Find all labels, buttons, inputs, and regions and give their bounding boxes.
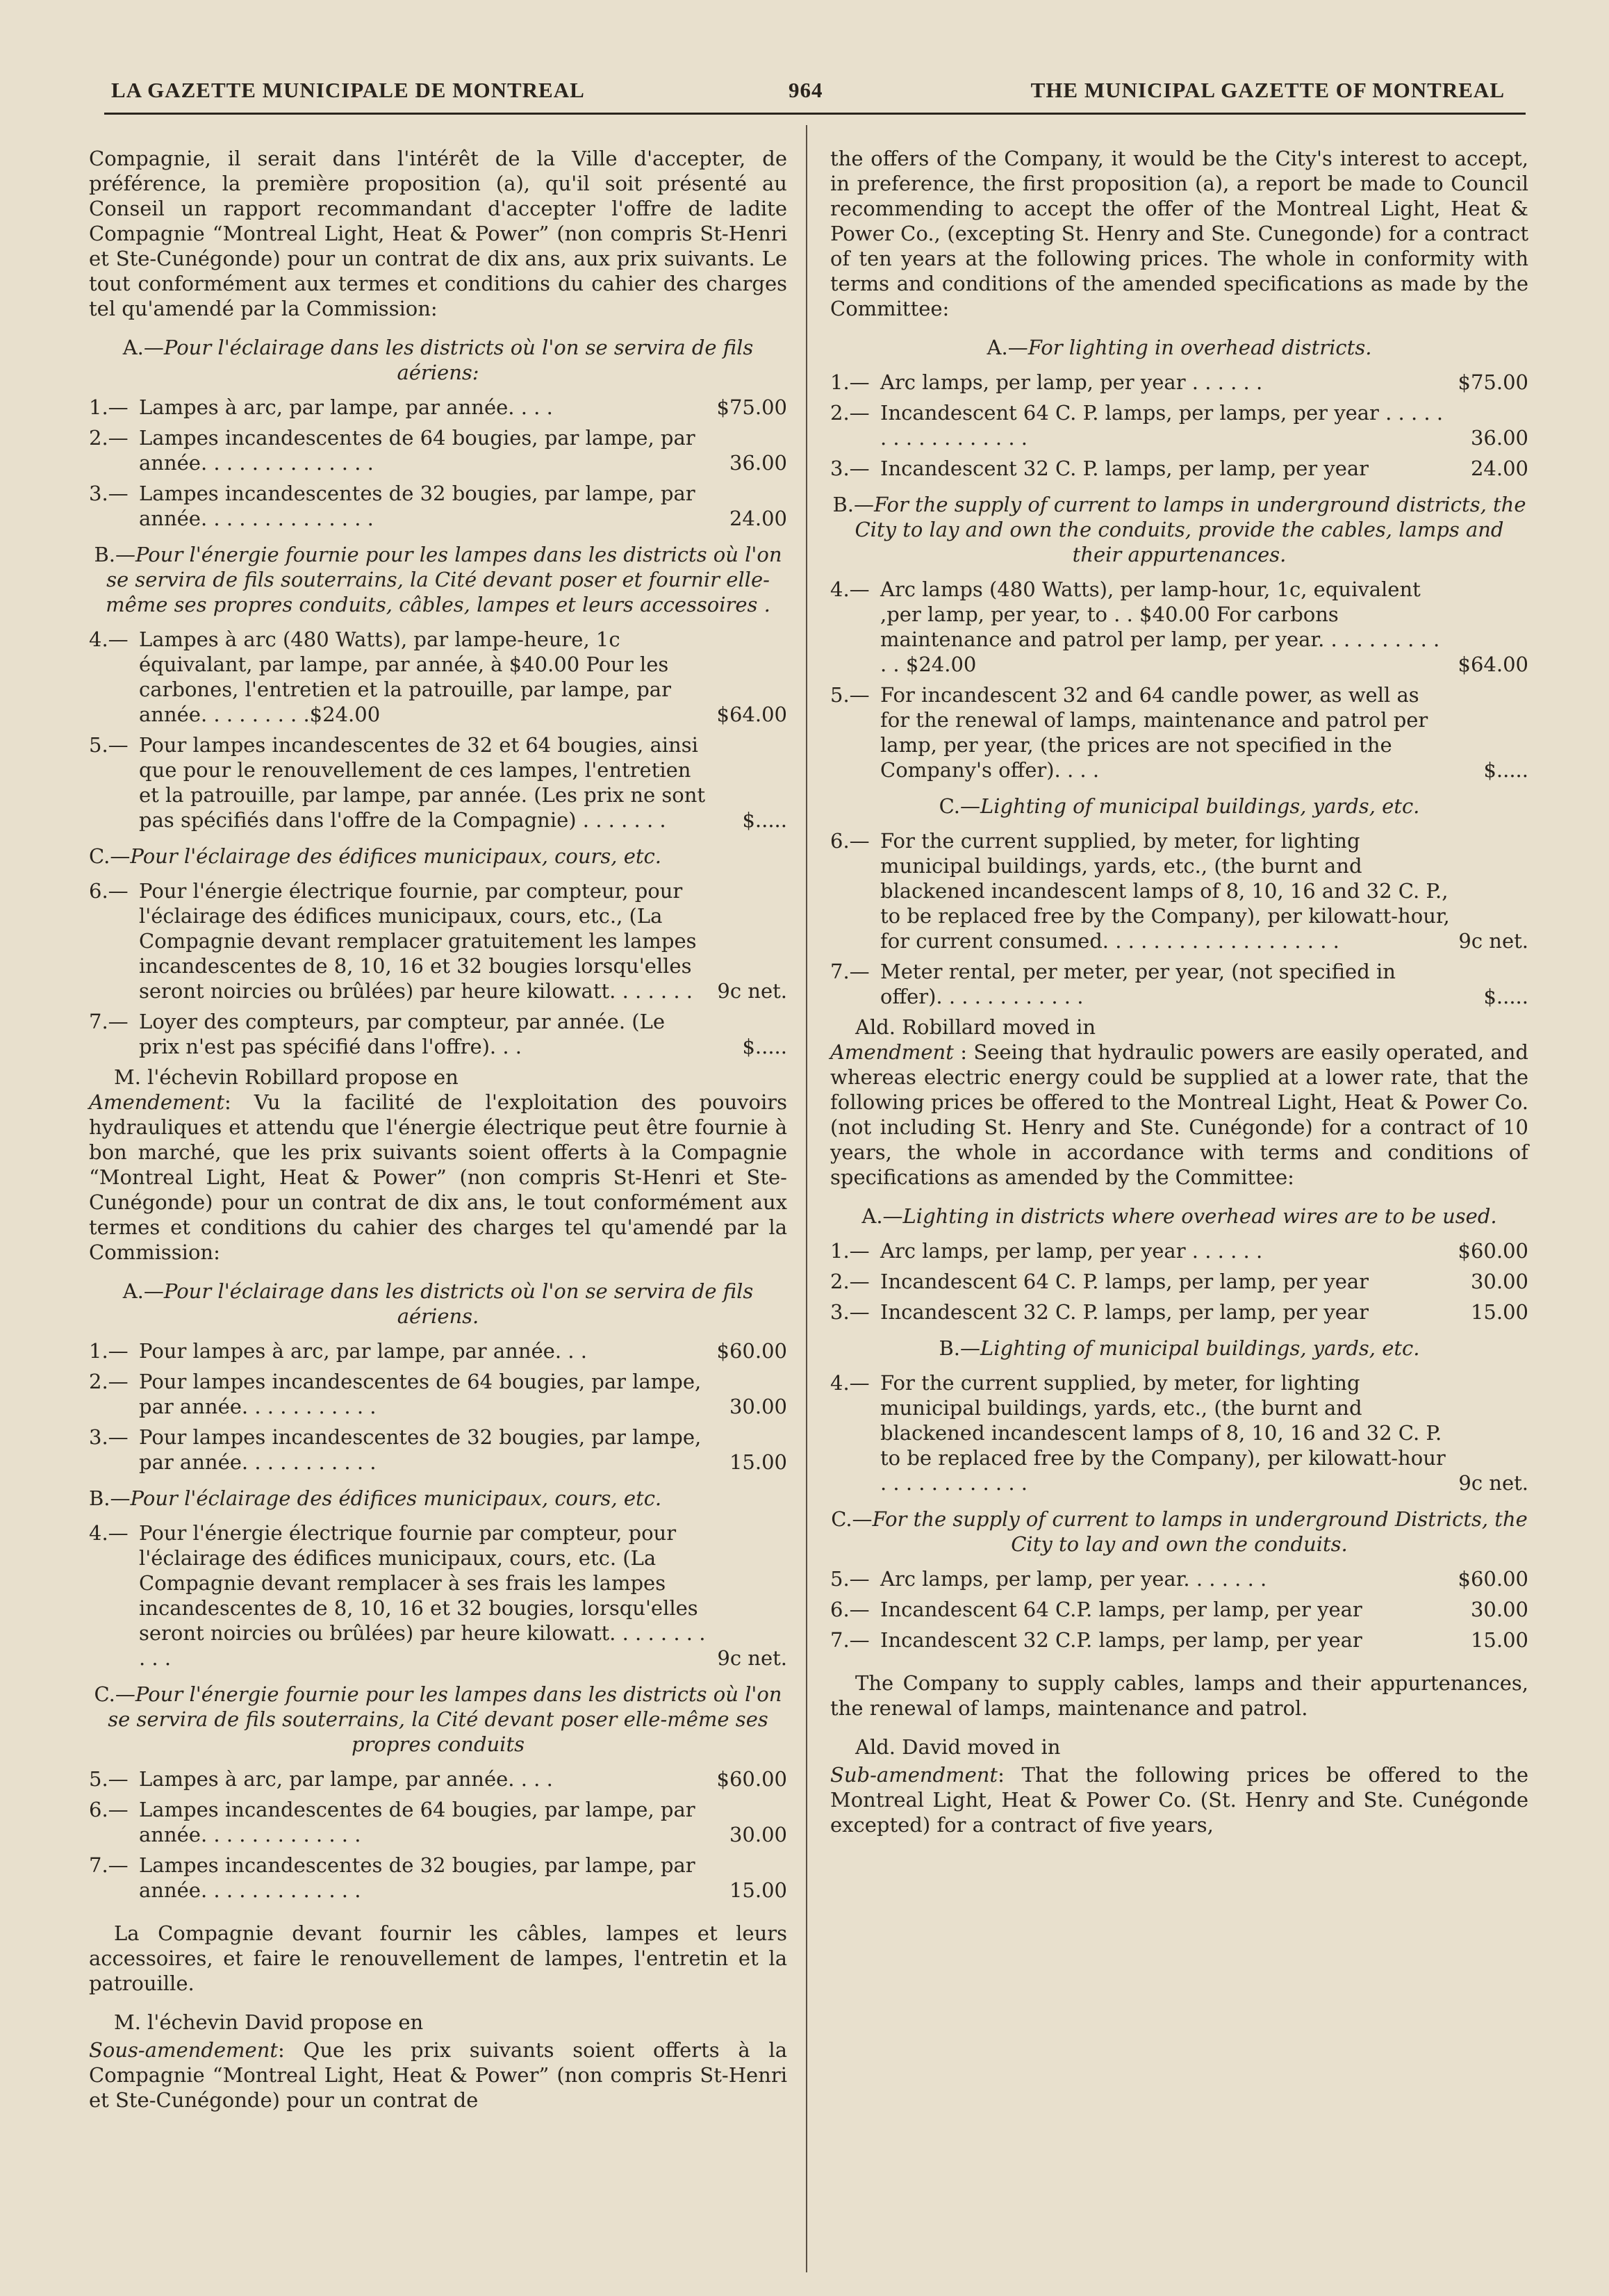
company-note: La Compagnie devant fournir les câbles, lampes et leurs accessoires, et faire le renouvellement de lampes, l'entretin et la patrouille.: [89, 1921, 787, 1995]
mover-robillard: M. l'échevin Robillard propose en: [114, 1065, 459, 1089]
price: 15.00: [1470, 1300, 1528, 1324]
price: 15.00: [729, 1878, 787, 1902]
price: 30.00: [1470, 1270, 1528, 1293]
price: $64.00: [1458, 653, 1528, 676]
section-header-c: C.—Pour l'éclairage des édifices municipaux, cours, etc.: [89, 844, 661, 868]
list-item: 3.— Incandescent 32 C. P. lamps, per lamp, per year 15.00: [830, 1300, 1528, 1324]
list-item: 2.— Pour lampes incandescentes de 64 bougies, par lampe, par année. . . . . . . . . . . 30.00: [89, 1370, 787, 1418]
price: 9c net.: [717, 979, 787, 1003]
list-item: 1.— Lampes à arc, par lampe, par année. . . . $75.00: [89, 395, 787, 419]
list-item: 5.— Arc lamps, per lamp, per year. . . . . . . $60.00: [830, 1567, 1528, 1591]
mover-david: M. l'échevin David propose en: [114, 2010, 424, 2034]
section-header-b2: B.—Pour l'éclairage des édifices municipaux, cours, etc.: [89, 1486, 662, 1510]
list-item: 4.— Lampes à arc (480 Watts), par lampe-heure, 1c équivalant, par lampe, par année, à $40.00 Pour les carbones, l'entretien et la patrouille, par lampe, par année. . . . . . . . .$24.00 $64.00: [89, 628, 787, 726]
price: $.....: [1483, 985, 1528, 1008]
section-header-c: C.—Lighting of municipal buildings, yards, etc.: [939, 794, 1420, 818]
price: 9c net.: [1458, 929, 1528, 953]
list-item: 1.— Arc lamps, per lamp, per year . . . . . . $75.00: [830, 370, 1528, 394]
price: $.....: [742, 808, 787, 832]
price: 36.00: [729, 451, 787, 475]
price: $.....: [1483, 758, 1528, 782]
mover-david: Ald. David moved in: [855, 1735, 1061, 1759]
list-item: 7.— Loyer des compteurs, par compteur, par année. (Le prix n'est pas spécifié dans l'offre). . . $.....: [89, 1010, 787, 1058]
section-header-a: A.—For lighting in overhead districts.: [987, 336, 1372, 359]
amendment-paragraph: Amendment : Seeing that hydraulic powers are easily operated, and whereas electric energy could be supplied at a lower rate, that the following prices be offered to the Montreal Light, Heat & Power Co. (not including St. Henry and Ste. Cunégonde) for a contract of 10 years, the whole in accordance with terms and conditions of specifications as amended by the Committee:: [830, 1040, 1528, 1189]
list-item: 1.— Arc lamps, per lamp, per year . . . . . . $60.00: [830, 1239, 1528, 1263]
list-item: 4.— For the current supplied, by meter, for lighting municipal buildings, yards, etc., (the burnt and blackened incandescent lamps of 8, 10, 16 and 32 C. P. to be replaced free by the Company), per kilowatt-hour . . . . . . . . . . . . 9c net.: [830, 1371, 1528, 1495]
price: 30.00: [729, 1823, 787, 1846]
price: $60.00: [716, 1767, 787, 1791]
column-divider: [806, 125, 807, 2272]
list-item: 2.— Incandescent 64 C. P. lamps, per lamps, per year . . . . . . . . . . . . . . . . . 36.00: [830, 401, 1528, 450]
list-item: 2.— Incandescent 64 C. P. lamps, per lamp, per year 30.00: [830, 1270, 1528, 1293]
price: 9c net.: [1458, 1471, 1528, 1495]
section-header-c2: C.—For the supply of current to lamps in underground Districts, the City to lay and own the conduits.: [831, 1507, 1528, 1556]
opening-paragraph: the offers of the Company, it would be the City's interest to accept, in preference, the first proposition (a), a report be made to Council recommending to accept the offer of the Montreal Light, Heat & Power Co., (excepting St. Henry and Ste. Cunegonde) for a contract of ten years at the following prices. The whole in conformity with terms and conditions of the amended specifications as made by the Committee:: [830, 147, 1528, 320]
price: 24.00: [1470, 457, 1528, 480]
price: $.....: [742, 1035, 787, 1058]
section-header-a: A.—Pour l'éclairage dans les districts où l'on se servira de fils aériens:: [122, 336, 754, 384]
running-head: [111, 78, 1505, 113]
list-item: 6.— For the current supplied, by meter, for lighting municipal buildings, yards, etc., (the burnt and blackened incandescent lamps of 8, 10, 16 and 32 C. P., to be replaced free by the Company), per kilowatt-hour, for current consumed. . . . . . . . . . . . . . . . . . . 9c net.: [830, 829, 1528, 953]
english-column: [830, 146, 1528, 1851]
list-item: 6.— Lampes incandescentes de 64 bougies, par lampe, par année. . . . . . . . . . . . . 30.00: [89, 1798, 787, 1846]
section-header-a2: A.—Pour l'éclairage dans les districts où l'on se servira de fils aériens.: [122, 1279, 754, 1328]
price: 15.00: [1470, 1628, 1528, 1652]
list-item: 7.— Meter rental, per meter, per year, (not specified in offer). . . . . . . . . . . . $.....: [830, 960, 1528, 1008]
opening-paragraph: Compagnie, il serait dans l'intérêt de la Ville d'accepter, de préférence, la première proposition (a), qu'il soit présenté au Conseil un rapport recommandant d'accepter l'offre de ladite Compagnie “Montreal Light, Heat & Power” (non compris St-Henri et Ste-Cunégonde) pour un contrat de dix ans, aux prix suivants. Le tout conformément aux termes et conditions du cahier des charges tel qu'amendé par la Commission:: [89, 147, 787, 320]
price: $64.00: [716, 703, 787, 726]
amendment-paragraph: Amendement: Vu la facilité de l'exploitation des pouvoirs hydrauliques et attendu que l'énergie électrique peut être fournie à bon marché, que les prix suivants soient offerts à la Compagnie “Montreal Light, Heat & Power” (non compris St-Henri et Ste-Cunégonde) pour un contrat de dix ans, le tout conformément aux termes et conditions du cahier des charges tel qu'amendé par la Commission:: [89, 1090, 787, 1264]
list-item: 6.— Incandescent 64 C.P. lamps, per lamp, per year 30.00: [830, 1598, 1528, 1621]
list-item: 5.— For incandescent 32 and 64 candle power, as well as for the renewal of lamps, maintenance and patrol per lamp, per year, (the prices are not specified in the Company's offer). . . . $.....: [830, 683, 1528, 782]
list-item: 4.— Arc lamps (480 Watts), per lamp-hour, 1c, equivalent ,per lamp, per year, to . . $40.00 For carbons maintenance and patrol per lamp, per year. . . . . . . . . . . . $24.00 $64.00: [830, 577, 1528, 676]
price: $60.00: [716, 1339, 787, 1363]
list-item: 5.— Pour lampes incandescentes de 32 et 64 bougies, ainsi que pour le renouvellement de ces lampes, l'entretien et la patrouille, par lampe, par année. (Les prix ne sont pas spécifiés dans l'offre de la Compagnie) . . . . . . . $.....: [89, 733, 787, 832]
header-rule: [104, 113, 1526, 115]
french-column: [89, 146, 787, 2126]
price: 9c net.: [717, 1646, 787, 1670]
list-item: 6.— Pour l'énergie électrique fournie, par compteur, pour l'éclairage des édifices municipaux, cours, etc., (La Compagnie devant remplacer gratuitement les lampes incandescentes de 8, 10, 16 et 32 bougies lorsqu'elles seront noircies ou brûlées) par heure kilowatt. . . . . . . 9c net.: [89, 879, 787, 1003]
sub-amendment-paragraph: Sub-amendment: That the following prices be offered to the Montreal Light, Heat & Power Co. (St. Henry and Ste. Cunégonde excepted) for a contract of five years,: [830, 1763, 1528, 1837]
list-item: 4.— Pour l'énergie électrique fournie par compteur, pour l'éclairage des édifices municipaux, cours, etc. (La Compagnie devant remplacer à ses frais les lampes incandescentes de 8, 10, 16 et 32 bougies, lorsqu'elles seront noircies ou brûlées) par heure kilowatt. . . . . . . . . . . 9c net.: [89, 1521, 787, 1670]
price: 30.00: [1470, 1598, 1528, 1621]
price: $75.00: [716, 395, 787, 419]
price: 36.00: [1470, 426, 1528, 450]
list-item: 7.— Lampes incandescentes de 32 bougies, par lampe, par année. . . . . . . . . . . . . 15.00: [89, 1853, 787, 1902]
price: 15.00: [729, 1450, 787, 1474]
page-number: 964: [789, 78, 823, 102]
list-item: 3.— Pour lampes incandescentes de 32 bougies, par lampe, par année. . . . . . . . . . . 15.00: [89, 1425, 787, 1474]
header-english-title: THE MUNICIPAL GAZETTE OF MONTREAL: [1030, 78, 1505, 102]
section-header-b: B.—Pour l'énergie fournie pour les lampes dans les districts où l'on se servira de fils souterrains, la Cité devant poser et fournir elle-même ses propres conduits, câbles, lampes et leurs accessoires .: [94, 543, 782, 616]
price: 30.00: [729, 1395, 787, 1418]
list-item: 1.— Pour lampes à arc, par lampe, par année. . . $60.00: [89, 1339, 787, 1363]
price: 24.00: [729, 507, 787, 530]
list-item: 3.— Incandescent 32 C. P. lamps, per lamp, per year 24.00: [830, 457, 1528, 480]
section-header-b: B.—For the supply of current to lamps in underground districts, the City to lay and own the conduits, provide the cables, lamps and their appurtenances.: [832, 493, 1526, 566]
section-header-a2: A.—Lighting in districts where overhead wires are to be used.: [861, 1204, 1497, 1228]
list-item: 7.— Incandescent 32 C.P. lamps, per lamp, per year 15.00: [830, 1628, 1528, 1652]
mover-robillard: Ald. Robillard moved in: [855, 1015, 1096, 1039]
company-note: The Company to supply cables, lamps and their appurtenances, the renewal of lamps, maintenance and patrol.: [830, 1671, 1528, 1720]
list-item: 3.— Lampes incandescentes de 32 bougies, par lampe, par année. . . . . . . . . . . . . . 24.00: [89, 482, 787, 530]
price: $60.00: [1458, 1239, 1528, 1263]
header-french-title: LA GAZETTE MUNICIPALE DE MONTREAL: [111, 78, 585, 102]
sub-amendment-paragraph: Sous-amendement: Que les prix suivants soient offerts à la Compagnie “Montreal Light, Heat & Power” (non compris St-Henri et Ste-Cunégonde) pour un contrat de: [89, 2038, 787, 2112]
price: $60.00: [1458, 1567, 1528, 1591]
price: $75.00: [1458, 370, 1528, 394]
list-item: 5.— Lampes à arc, par lampe, par année. . . . $60.00: [89, 1767, 787, 1791]
list-item: 2.— Lampes incandescentes de 64 bougies, par lampe, par année. . . . . . . . . . . . . . 36.00: [89, 426, 787, 475]
section-header-c2: C.—Pour l'énergie fournie pour les lampes dans les districts où l'on se servira de fils souterrains, la Cité devant poser elle-même ses propres conduits: [94, 1682, 782, 1756]
section-header-b2: B.—Lighting of municipal buildings, yards, etc.: [939, 1336, 1420, 1360]
